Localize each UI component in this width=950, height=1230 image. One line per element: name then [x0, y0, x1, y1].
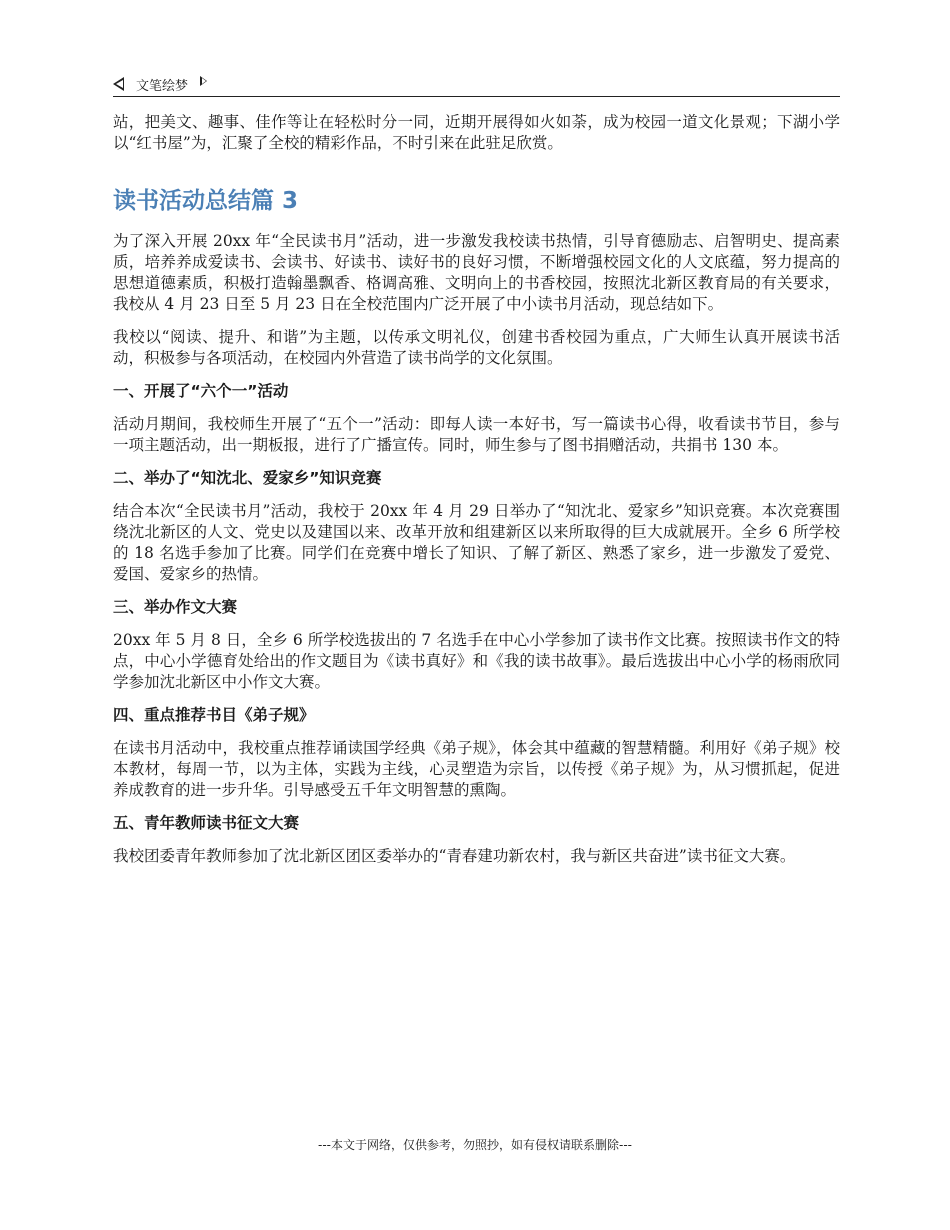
- page-header: [113, 72, 840, 97]
- triangle-left-icon: [113, 77, 124, 91]
- paragraph-2: 我校以“阅读、提升、和谐”为主题，以传承文明礼仪，创建书香校园为重点，广大师生认真开展读书活动，积极参与各项活动，在校园内外营造了读书尚学的文化氛围。: [113, 328, 840, 367]
- subheading-5: 五、青年教师读书征文大赛: [113, 814, 300, 832]
- header-title: 文笔绘梦: [136, 78, 189, 94]
- paragraph-5: 20xx 年 5 月 8 日，全乡 6 所学校选拔出的 7 名选手在中心小学参加了读书作文比赛。按照读书作文的特点，中心小学德育处给出的作文题目为《读书真好》和《我的读书故事》。最后选拔出中心小学的杨雨欣同学参加沈北新区中小作文大赛。: [113, 631, 840, 691]
- paragraph-3: 活动月期间，我校师生开展了“五个一”活动：即每人读一本好书，写一篇读书心得，收看读书节目，参与一项主题活动，出一期板报，进行了广播宣传。同时，师生参与了图书捐赠活动，共捐书 130 本。: [113, 415, 840, 454]
- paragraph-1: 为了深入开展 20xx 年“全民读书月”活动，进一步激发我校读书热情，引导育德励志、启智明史、提高素质，培养养成爱读书、会读书、好读书、读好书的良好习惯，不断增强校园文化的人文底蕴，努力提高的思想道德素质，积极打造翰墨飘香、格调高雅、文明向上的书香校园，按照沈北新区教育局的有关要求，我校从 4 月 23 日至 5 月 23 日在全校范围内广泛开展了中小读书月活动，现总结如下。: [113, 232, 840, 313]
- intro-paragraph: 站，把美文、趣事、佳作等让在轻松时分一同，近期开展得如火如荼，成为校园一道文化景观；下湖小学以“红书屋”为，汇聚了全校的精彩作品，不时引来在此驻足欣赏。: [113, 113, 840, 152]
- section-title: 读书活动总结篇 3: [113, 188, 299, 214]
- subheading-4: 四、重点推荐书目《弟子规》: [113, 706, 315, 724]
- document-body: [113, 112, 840, 879]
- triangle-right-icon: [200, 76, 207, 86]
- subheading-3: 三、举办作文大赛: [113, 598, 238, 616]
- paragraph-6: 在读书月活动中，我校重点推荐诵读国学经典《弟子规》，体会其中蕴藏的智慧精髓。利用好《弟子规》校本教材，每周一节，以为主体，实践为主线，心灵塑造为宗旨，以传授《弟子规》为，从习惯抓起，促进养成教育的进一步升华。引导感受五千年文明智慧的熏陶。: [113, 739, 840, 799]
- paragraph-4: 结合本次“全民读书月”活动，我校于 20xx 年 4 月 29 日举办了“知沈北、爱家乡”知识竞赛。本次竞赛围绕沈北新区的人文、党史以及建国以来、改革开放和组建新区以来所取得的巨大成就展开。全乡 6 所学校的 18 名选手参加了比赛。同学们在竞赛中增长了知识、了解了新区、熟悉了家乡，进一步激发了爱党、爱国、爱家乡的热情。: [113, 502, 840, 583]
- subheading-2: 二、举办了“知沈北、爱家乡”知识竞赛: [113, 469, 382, 487]
- subheading-1: 一、开展了“六个一”活动: [113, 382, 289, 400]
- page-footer: ---本文于网络，仅供参考，勿照抄，如有侵权请联系删除---: [318, 1138, 632, 1152]
- paragraph-7: 我校团委青年教师参加了沈北新区团区委举办的“青春建功新农村，我与新区共奋进”读书征文大赛。: [113, 847, 796, 865]
